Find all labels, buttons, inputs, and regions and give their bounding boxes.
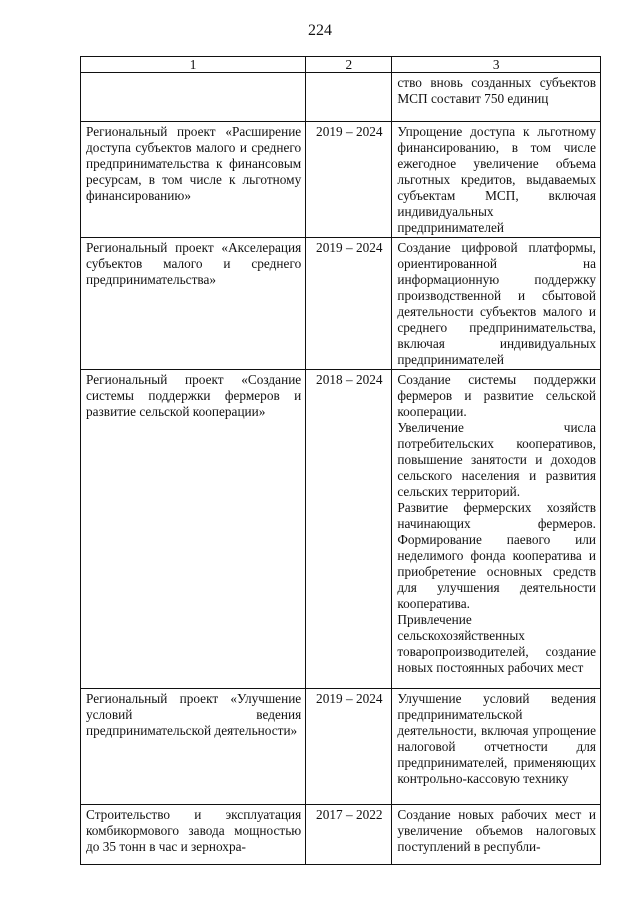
result-cell bbox=[392, 805, 601, 865]
page-number: 224 bbox=[308, 22, 332, 39]
table-row bbox=[81, 73, 601, 122]
result-cell bbox=[392, 689, 601, 805]
table-row bbox=[81, 238, 601, 370]
period-cell: 2017 – 2022 bbox=[306, 805, 392, 865]
result-paragraph: ство вновь созданных субъектов МСП составит 750 единиц bbox=[397, 75, 596, 106]
result-paragraph: Привлечение сельскохозяйственных товаропроизводителей, создание новых постоянных рабочих мест bbox=[397, 612, 596, 675]
document-table bbox=[80, 56, 601, 865]
result-cell bbox=[392, 122, 601, 238]
result-paragraph: Увеличение числа потребительских кооперативов, повышение занятости и доходов сельского населения и развития сельских территорий. bbox=[397, 420, 596, 499]
period-cell: 2018 – 2024 bbox=[306, 370, 392, 689]
result-cell bbox=[392, 73, 601, 122]
project-name-cell: Региональный проект «Улучшение условий ведения предпринимательской деятельности» bbox=[81, 689, 306, 805]
column-header-2: 2 bbox=[306, 57, 392, 73]
project-name-cell: Региональный проект «Создание системы поддержки фермеров и развитие сельской кооперации» bbox=[81, 370, 306, 689]
period-cell bbox=[306, 73, 392, 122]
table-row bbox=[81, 689, 601, 805]
period-cell: 2019 – 2024 bbox=[306, 122, 392, 238]
result-paragraph: Улучшение условий ведения предпринимательской деятельности, включая упрощение налоговой отчетности для предпринимателей, применяющих контрольно-кассовую технику bbox=[397, 691, 596, 786]
header-row bbox=[81, 57, 601, 73]
project-name-cell: Региональный проект «Расширение доступа субъектов малого и среднего предпринимательства к финансовым ресурсам, в том числе к льготному финансированию» bbox=[81, 122, 306, 238]
result-cell bbox=[392, 238, 601, 370]
result-paragraph: Создание новых рабочих мест и увеличение объемов налоговых поступлений в республи- bbox=[397, 807, 596, 854]
result-paragraph: Упрощение доступа к льготному финансированию, в том числе ежегодное увеличение объема льготных кредитов, выдаваемых субъектам МСП, включая индивидуальных предпринимателей bbox=[397, 124, 596, 235]
result-paragraph: Создание системы поддержки фермеров и развитие сельской кооперации. bbox=[397, 372, 596, 419]
table-row bbox=[81, 805, 601, 865]
column-header-3: 3 bbox=[392, 57, 601, 73]
project-name-cell: Строительство и эксплуатация комбикормового завода мощностью до 35 тонн в час и зернохра- bbox=[81, 805, 306, 865]
result-paragraph: Создание цифровой платформы, ориентированной на информационную поддержку производственной и сбытовой деятельности субъектов малого и среднего предпринимательства, включая индивидуальных предпринимателей bbox=[397, 240, 596, 367]
project-name-cell bbox=[81, 73, 306, 122]
period-cell: 2019 – 2024 bbox=[306, 689, 392, 805]
column-header-1: 1 bbox=[81, 57, 306, 73]
period-cell: 2019 – 2024 bbox=[306, 238, 392, 370]
table-row bbox=[81, 370, 601, 689]
result-cell bbox=[392, 370, 601, 689]
project-name-cell: Региональный проект «Акселерация субъектов малого и среднего предпринимательства» bbox=[81, 238, 306, 370]
result-paragraph: Развитие фермерских хозяйств начинающих фермеров. Формирование паевого или неделимого фонда кооператива и приобретение основных средств для улучшения деятельности кооператива. bbox=[397, 500, 596, 611]
table-row bbox=[81, 122, 601, 238]
